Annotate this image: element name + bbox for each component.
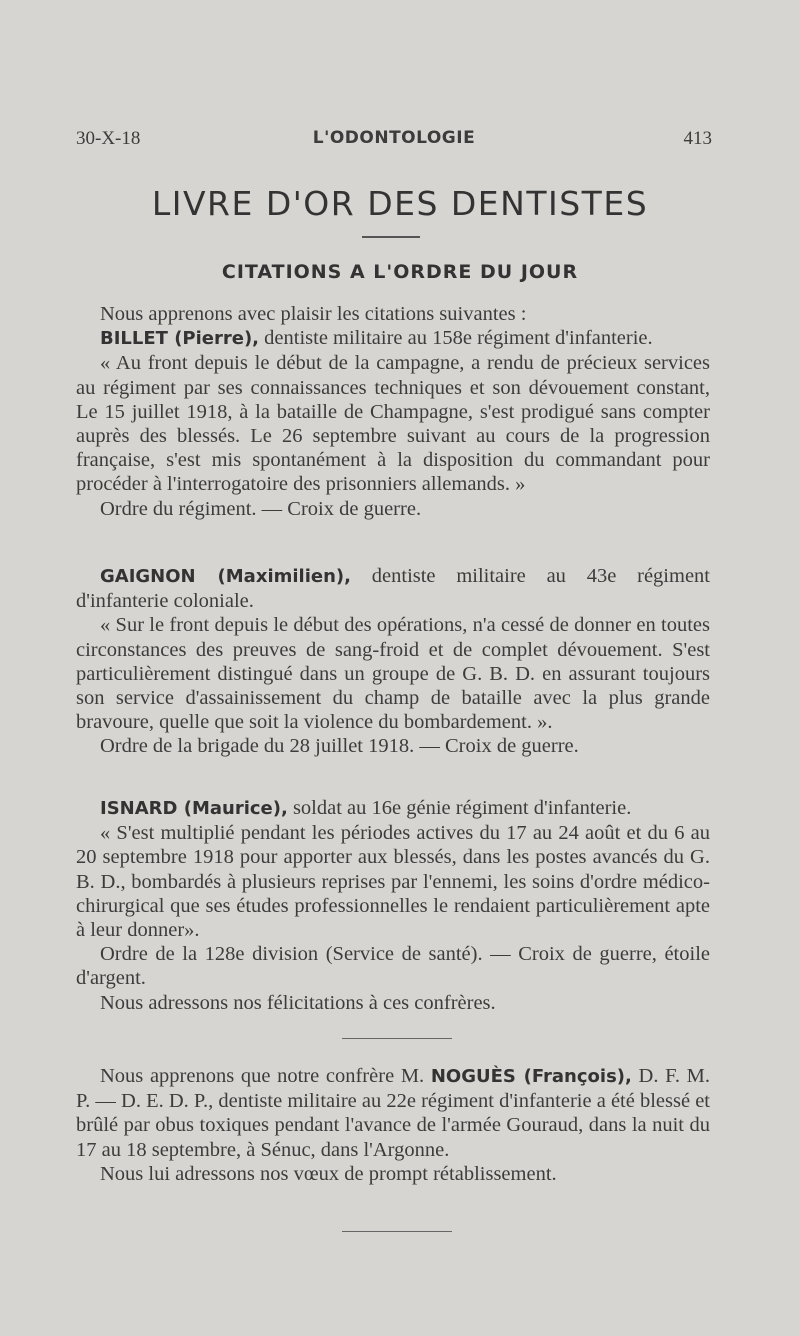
citation-name: GAIGNON (Maximilien),: [100, 566, 351, 587]
citation-billet: [76, 302, 710, 521]
citation-order: Ordre de la brigade du 28 juillet 1918. — Croix de guerre.: [100, 735, 579, 758]
page-title: LIVRE D'OR DES DENTISTES: [151, 184, 649, 223]
separator-rule: [342, 1038, 452, 1039]
intro-line: Nous apprenons avec plaisir les citations suivantes :: [100, 303, 527, 325]
citation-order: Ordre du régiment. — Croix de guerre.: [100, 497, 422, 520]
citation-header: [76, 326, 710, 351]
notice-wish: Nous lui adressons nos vœux de prompt rétablissement.: [100, 1162, 557, 1185]
title-rule: [362, 236, 420, 238]
section-heading: CITATIONS A L'ORDRE DU JOUR: [221, 261, 579, 283]
journal-title: L'ODONTOLOGIE: [312, 128, 476, 148]
running-header: [76, 128, 712, 152]
citation-header: [76, 564, 710, 613]
citation-header: [76, 796, 710, 821]
notice-lead: Nous apprenons que notre confrère M.: [100, 1065, 431, 1087]
end-rule: [342, 1231, 452, 1232]
citation-name: ISNARD (Maurice),: [100, 798, 288, 819]
citation-name: BILLET (Pierre),: [100, 328, 260, 350]
notice-text: [76, 1064, 710, 1162]
notice-name: NOGUÈS (François),: [430, 1066, 632, 1087]
page-number: 413: [683, 128, 712, 149]
notice-body: D. F. M. P. — D. E. D. P., dentiste militaire au 22e régiment d'infanterie a été blessé et brûlé par obus toxiques pendant l'avance de l'armée Gouraud, dans la nuit du 17 au 18 septembre, à Sénuc, dans l'Argonne.: [76, 1065, 710, 1161]
issue-date: 30-X-18: [76, 128, 141, 149]
citation-gaignon: [76, 564, 710, 759]
citation-order: Ordre de la 128e division (Service de santé). — Croix de guerre, étoile d'argent.: [76, 943, 710, 990]
citation-role: soldat au 16e génie régiment d'infanterie.: [287, 797, 632, 819]
citation-role: dentiste militaire au 43e régiment d'infanterie coloniale.: [76, 565, 710, 613]
citation-isnard: [76, 796, 710, 1015]
citation-quote: « Sur le front depuis le début des opérations, n'a cessé de donner en toutes circonstances des preuves de sang-froid et de complet dévouement. S'est particulièrement distingué dans un groupe de G. B. D. en assurant toujours son service d'assainissement du champ de bataille avec la plus grande bravoure, quelle que soit la violence du bombardement. ».: [76, 614, 710, 734]
citation-role: dentiste militaire au 158e régiment d'infanterie.: [259, 327, 653, 350]
citation-quote: « Au front depuis le début de la campagne, a rendu de précieux services au régiment par ses connaissances techniques et son dévouement constant, Le 15 juillet 1918, à la bataille de Champagne, s'est prodigué sans compter auprès des blessés. Le 26 septembre suivant au cours de la progression française, s'est mis spontanément à la disposition du commandant pour procéder à l'interrogatoire des prisonniers allemands. »: [76, 352, 710, 496]
notice-nogues: [76, 1064, 710, 1186]
closing-line: Nous adressons nos félicitations à ces confrères.: [100, 991, 496, 1014]
citation-quote: « S'est multiplié pendant les périodes actives du 17 au 24 août et du 6 au 20 septembre 1918 pour apporter aux blessés, dans les postes avancés du G. B. D., bombardés à plusieurs reprises par l'ennemi, les soins d'ordre médico-chirurgical que ses études professionnelles le rendaient particulièrement apte à leur donner».: [76, 822, 710, 942]
